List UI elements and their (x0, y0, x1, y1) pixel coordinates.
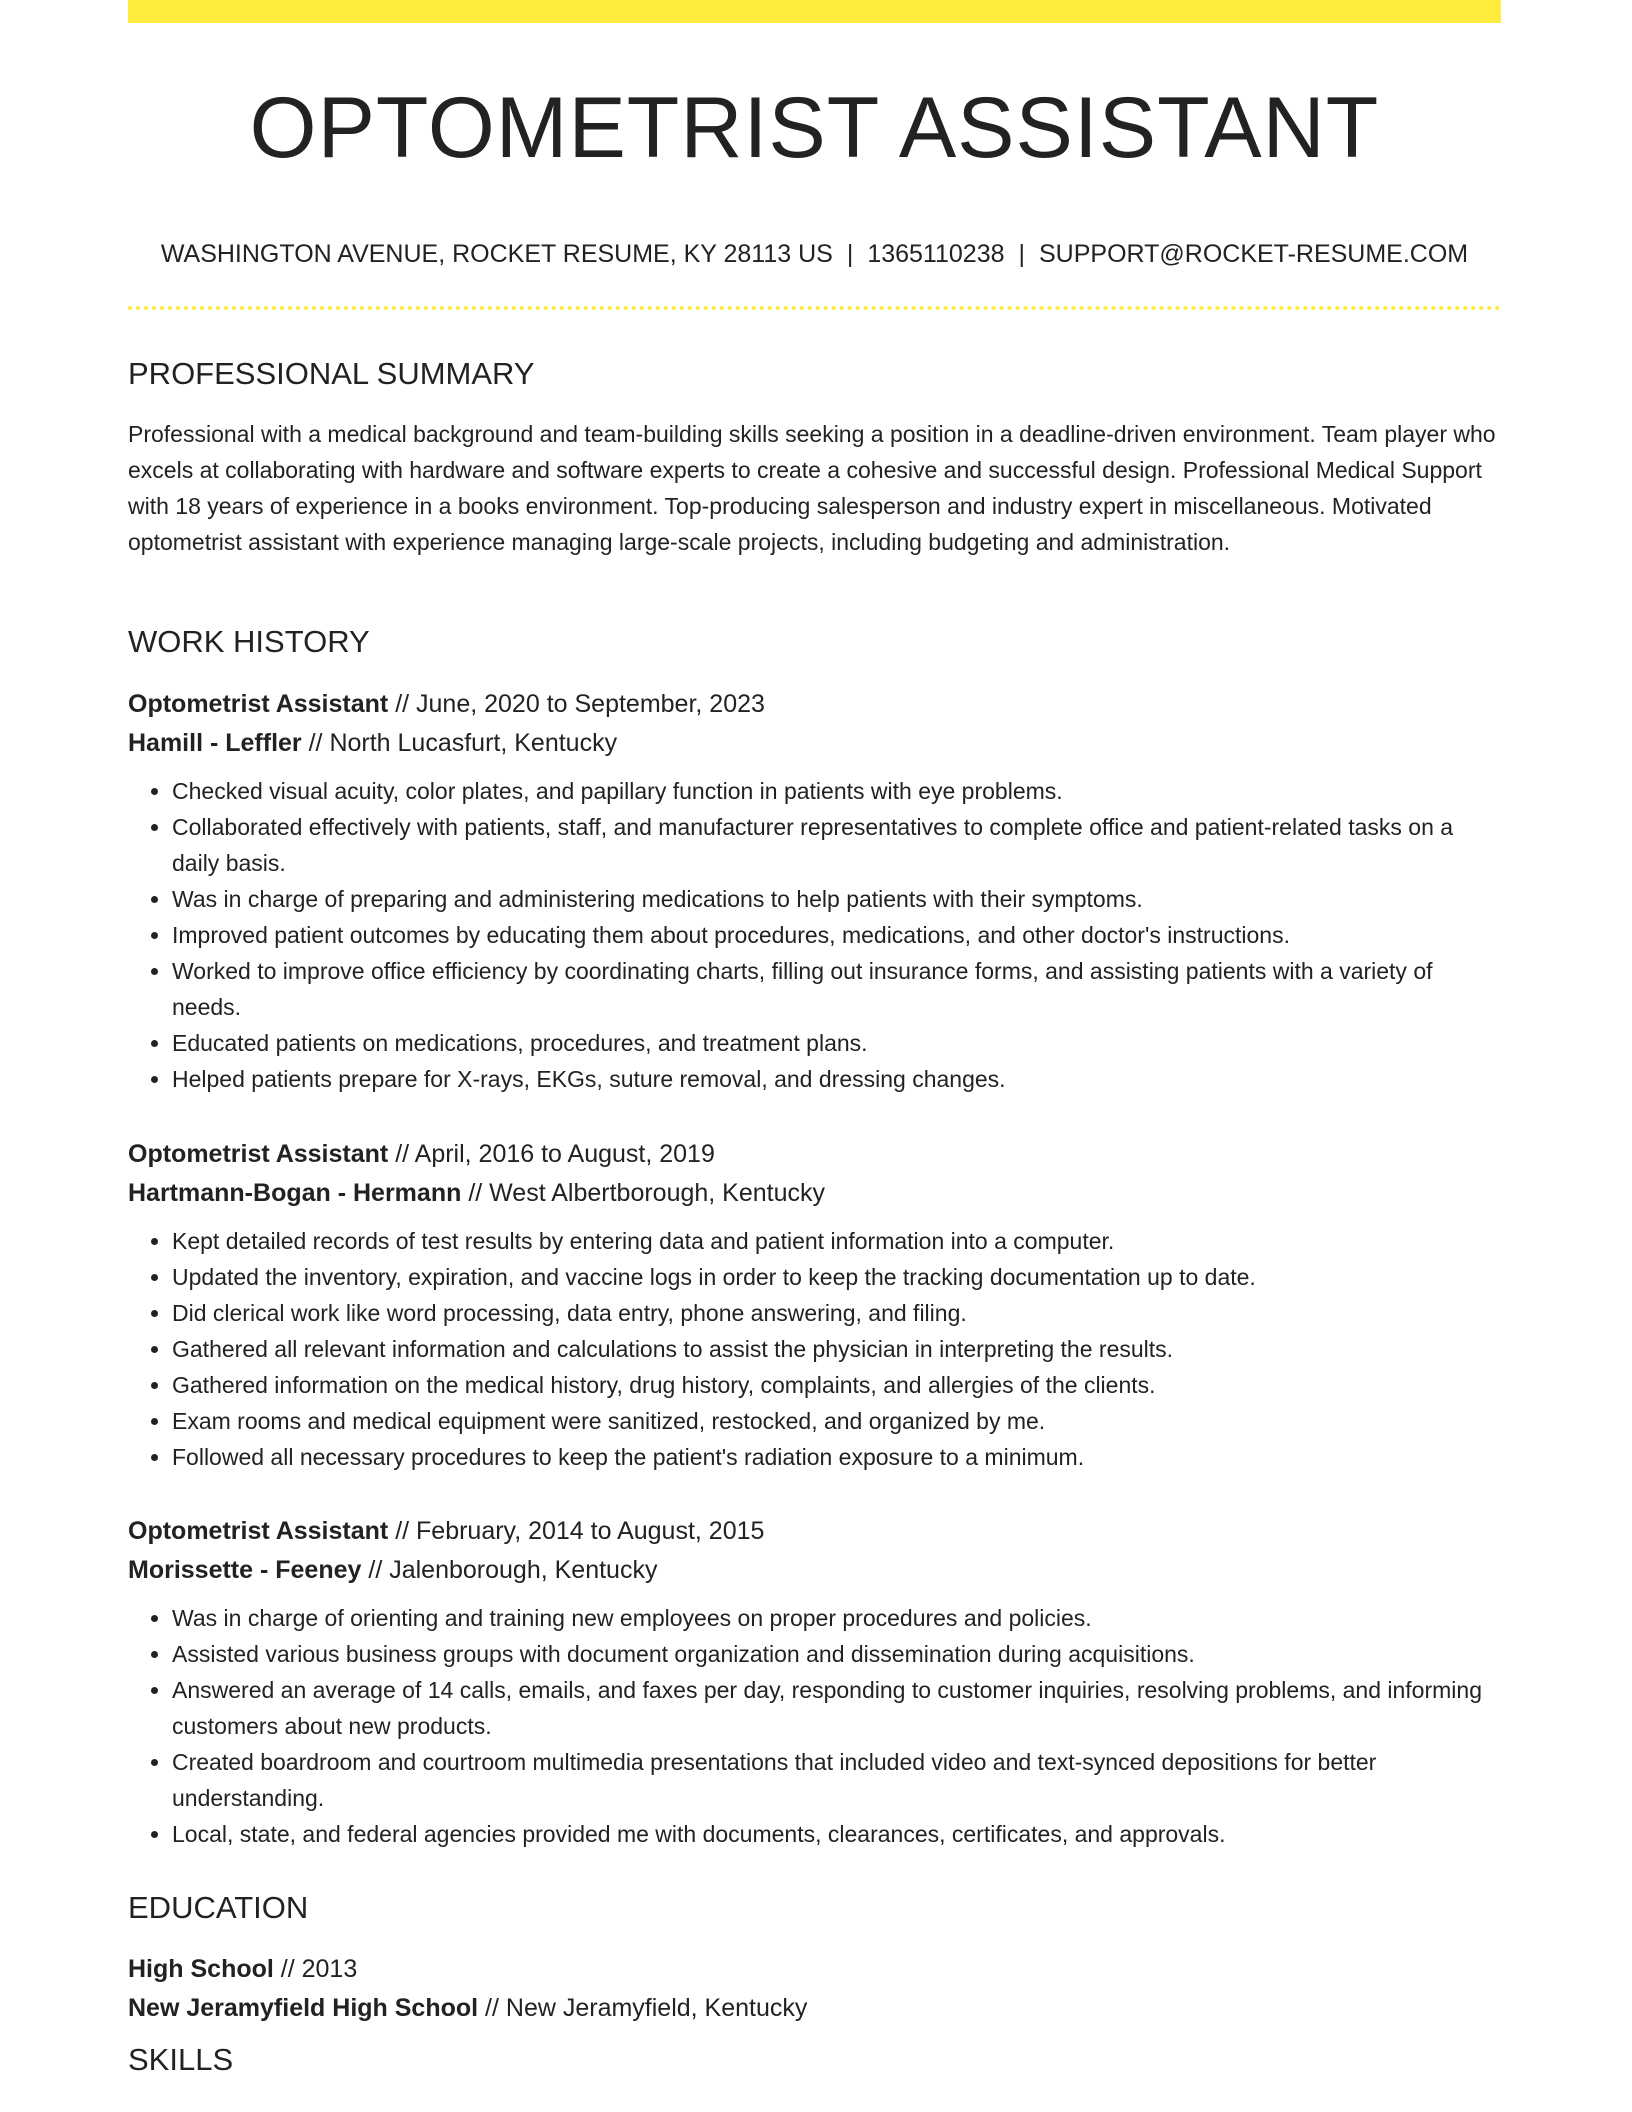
list-item: • Followed all necessary procedures to keep the patient's radiation exposure to a minimum. (172, 1439, 1501, 1475)
list-item: • Gathered information on the medical history, drug history, complaints, and allergies of the clients. (172, 1367, 1501, 1403)
contact-phone: 1365110238 (867, 240, 1005, 268)
list-item: • Gathered all relevant information and calculations to assist the physician in interpreting the results. (172, 1331, 1501, 1367)
job-entry (128, 685, 1501, 1097)
job-company-line (128, 724, 1501, 763)
header-divider (128, 306, 1501, 310)
list-item: • Exam rooms and medical equipment were sanitized, restocked, and organized by me. (172, 1403, 1501, 1439)
list-item: • Helped patients prepare for X-rays, EKGs, suture removal, and dressing changes. (172, 1061, 1501, 1097)
contact-address: WASHINGTON AVENUE, ROCKET RESUME, KY 28113 US (160, 240, 833, 268)
list-item: • Improved patient outcomes by educating them about procedures, medications, and other doctor's instructions. (172, 917, 1501, 953)
education-entry (128, 1950, 1501, 2028)
job-title-line (128, 1512, 1501, 1551)
job-bullets (128, 773, 1501, 1097)
job-company: Morissette - Feeney (128, 1556, 362, 1584)
contact-separator: | (846, 240, 854, 268)
summary-text: Professional with a medical background and team-building skills seeking a position in a deadline-driven environment. Team player who excels at collaborating with hardware and software experts to create a cohesive and successful design. Professional Medical Support with 18 years of experience in a books environment. Top-producing salesperson and industry expert in miscellaneous. Motivated optometrist assistant with experience managing large-scale projects, including budgeting and administration. (128, 421, 1496, 555)
list-item: • Worked to improve office efficiency by coordinating charts, filling out insurance forms, and assisting patients with a variety of needs. (172, 953, 1501, 1025)
education-degree-line (128, 1950, 1501, 1989)
list-item: • Was in charge of preparing and administering medications to help patients with their symptoms. (172, 881, 1501, 917)
job-location: // Jalenborough, Kentucky (368, 1556, 658, 1584)
accent-bar (128, 0, 1501, 23)
education-year: // 2013 (280, 1955, 358, 1983)
list-item: • Kept detailed records of test results by entering data and patient information into a computer. (172, 1223, 1501, 1259)
list-item: • Answered an average of 14 calls, emails, and faxes per day, responding to customer inquiries, resolving problems, and informing customers about new products. (172, 1672, 1501, 1744)
job-company: Hartmann-Bogan - Hermann (128, 1179, 462, 1207)
job-entry (128, 1512, 1501, 1852)
skills-heading: SKILLS (128, 2042, 234, 2077)
job-title-line (128, 1135, 1501, 1174)
list-item: • Updated the inventory, expiration, and vaccine logs in order to keep the tracking documentation up to date. (172, 1259, 1501, 1295)
job-title: Optometrist Assistant (128, 1517, 389, 1545)
education-school-line (128, 1989, 1501, 2028)
job-bullets (128, 1600, 1501, 1852)
job-title: Optometrist Assistant (128, 690, 389, 718)
job-dates: // April, 2016 to August, 2019 (395, 1140, 715, 1168)
list-item: • Local, state, and federal agencies provided me with documents, clearances, certificates, and approvals. (172, 1816, 1501, 1852)
summary-heading: PROFESSIONAL SUMMARY (128, 356, 535, 391)
job-title-line (128, 685, 1501, 724)
job-dates: // February, 2014 to August, 2015 (395, 1517, 765, 1545)
education-location: // New Jeramyfield, Kentucky (485, 1994, 808, 2022)
job-entry (128, 1135, 1501, 1475)
job-company: Hamill - Leffler (128, 729, 302, 757)
contact-line (128, 236, 1501, 272)
list-item: • Educated patients on medications, procedures, and treatment plans. (172, 1025, 1501, 1061)
work-history-heading: WORK HISTORY (128, 624, 370, 659)
page-title: OPTOMETRIST ASSISTANT (249, 80, 1380, 176)
education-degree: High School (128, 1955, 274, 1983)
job-bullets (128, 1223, 1501, 1475)
education-heading: EDUCATION (128, 1890, 309, 1925)
list-item: • Was in charge of orienting and training new employees on proper procedures and policies. (172, 1600, 1501, 1636)
list-item: • Collaborated effectively with patients, staff, and manufacturer representatives to complete office and patient-related tasks on a daily basis. (172, 809, 1501, 881)
job-location: // West Albertborough, Kentucky (468, 1179, 826, 1207)
contact-separator: | (1018, 240, 1025, 268)
list-item: • Created boardroom and courtroom multimedia presentations that included video and text-synced depositions for better understanding. (172, 1744, 1501, 1816)
list-item: • Did clerical work like word processing, data entry, phone answering, and filing. (172, 1295, 1501, 1331)
contact-email: SUPPORT@ROCKET-RESUME.COM (1039, 240, 1469, 268)
job-title: Optometrist Assistant (128, 1140, 389, 1168)
job-company-line (128, 1174, 1501, 1213)
job-dates: // June, 2020 to September, 2023 (395, 690, 765, 718)
job-company-line (128, 1551, 1501, 1590)
job-location: // North Lucasfurt, Kentucky (308, 729, 618, 757)
list-item: • Checked visual acuity, color plates, and papillary function in patients with eye problems. (172, 773, 1501, 809)
education-school: New Jeramyfield High School (128, 1994, 479, 2022)
list-item: • Assisted various business groups with document organization and dissemination during acquisitions. (172, 1636, 1501, 1672)
